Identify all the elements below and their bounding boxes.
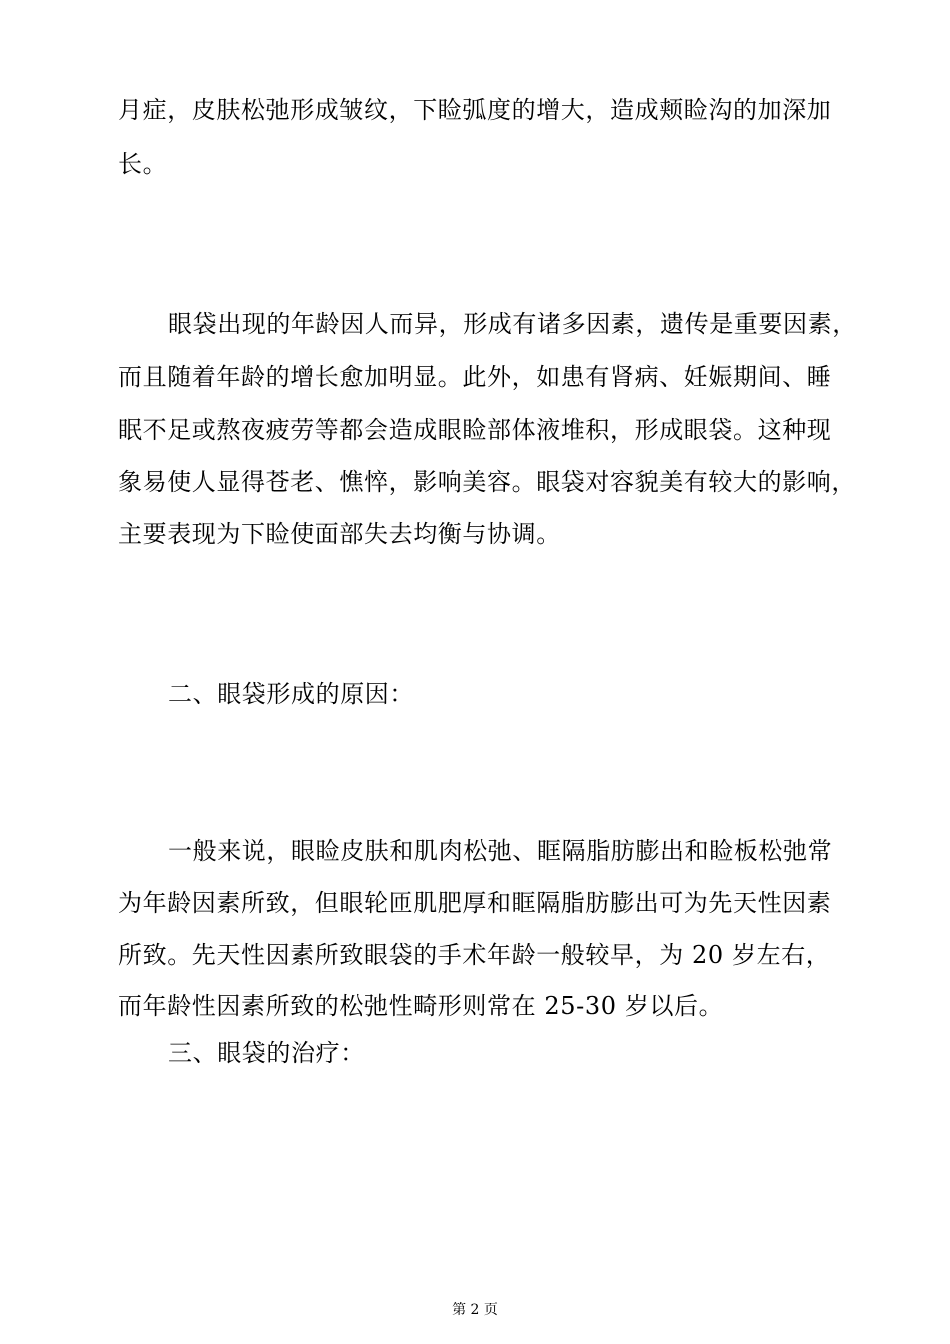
paragraph-3-line-3: 所致。先天性因素所致眼袋的手术年龄一般较早，为 20 岁左右， bbox=[118, 941, 831, 969]
paragraph-3-line-1: 一般来说，眼睑皮肤和肌肉松弛、眶隔脂肪膨出和睑板松弛常 bbox=[168, 837, 833, 865]
paragraph-2-line-2: 而且随着年龄的增长愈加明显。此外，如患有肾病、妊娠期间、睡 bbox=[118, 363, 832, 391]
paragraph-3-line-4: 而年龄性因素所致的松弛性畸形则常在 25-30 岁以后。 bbox=[118, 992, 724, 1020]
paragraph-3-line-2: 为年龄因素所致，但眼轮匝肌肥厚和眶隔脂肪膨出可为先天性因素 bbox=[118, 889, 832, 917]
paragraph-1-line-2: 长。 bbox=[118, 150, 168, 178]
paragraph-2-line-1: 眼袋出现的年龄因人而异，形成有诸多因素，遗传是重要因素， bbox=[168, 310, 857, 338]
paragraph-2-line-5: 主要表现为下睑使面部失去均衡与协调。 bbox=[118, 520, 561, 548]
paragraph-2-line-3: 眠不足或熬夜疲劳等都会造成眼睑部体液堆积，形成眼袋。这种现 bbox=[118, 416, 832, 444]
paragraph-1-line-1: 月症，皮肤松弛形成皱纹，下睑弧度的增大，造成颊睑沟的加深加 bbox=[118, 96, 832, 124]
section-heading-treatment: 三、眼袋的治疗： bbox=[168, 1039, 365, 1067]
section-heading-causes: 二、眼袋形成的原因： bbox=[168, 680, 414, 708]
page-number: 第 2 页 bbox=[452, 1302, 498, 1318]
paragraph-2-line-4: 象易使人显得苍老、憔悴，影响美容。眼袋对容貌美有较大的影响， bbox=[118, 468, 856, 496]
